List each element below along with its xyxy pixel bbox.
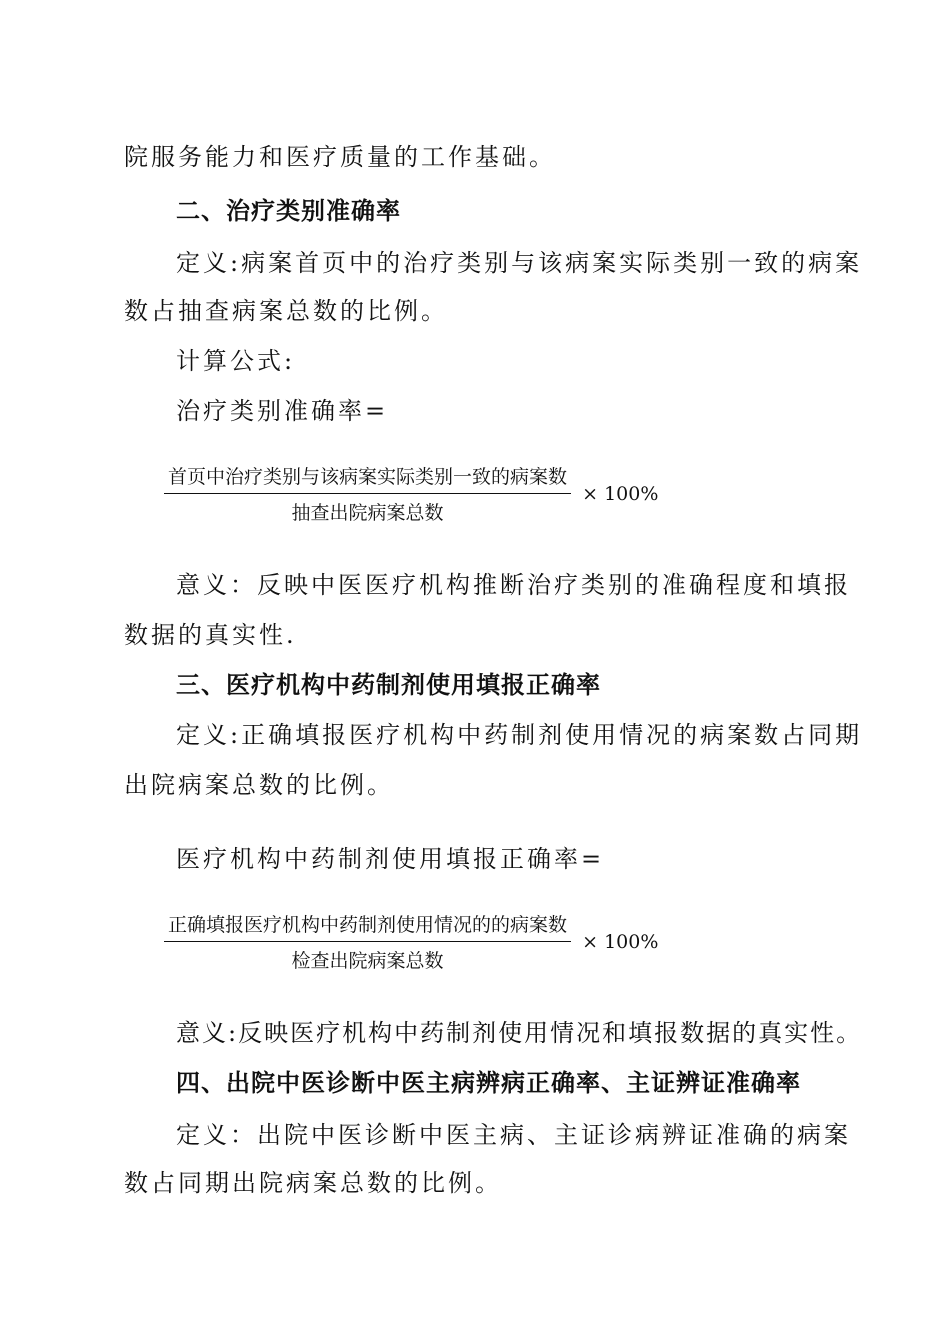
definition-line: 数占抽查病案总数的比例。 bbox=[124, 297, 448, 325]
section-heading-2: 二、治疗类别准确率 bbox=[176, 197, 401, 225]
meaning-line: 意义:反映医疗机构中药制剂使用情况和填报数据的真实性。 bbox=[176, 1019, 863, 1047]
definition-line: 定义:正确填报医疗机构中药制剂使用情况的病案数占同期 bbox=[176, 721, 863, 749]
definition-line: 出院病案总数的比例。 bbox=[124, 771, 394, 799]
meaning-line: 数据的真实性. bbox=[124, 621, 297, 649]
percent-multiplier: × 100% bbox=[582, 482, 659, 505]
formula-treatment-accuracy bbox=[164, 462, 658, 525]
fraction bbox=[164, 910, 571, 973]
section-heading-3: 三、医疗机构中药制剂使用填报正确率 bbox=[176, 671, 601, 699]
definition-line: 定义:病案首页中的治疗类别与该病案实际类别一致的病案 bbox=[176, 249, 863, 277]
definition-line: 定义：出院中医诊断中医主病、主证诊病辨证准确的病案 bbox=[176, 1121, 851, 1149]
meaning-line: 意义：反映中医医疗机构推断治疗类别的准确程度和填报 bbox=[176, 571, 851, 599]
percent-multiplier: × 100% bbox=[582, 930, 659, 953]
section-heading-4: 四、出院中医诊断中医主病辨病正确率、主证辨证准确率 bbox=[176, 1069, 801, 1097]
definition-line: 数占同期出院病案总数的比例。 bbox=[124, 1169, 502, 1197]
formula-label: 治疗类别准确率= bbox=[176, 397, 389, 425]
fraction-numerator: 首页中治疗类别与该病案实际类别一致的病案数 bbox=[164, 462, 571, 494]
fraction-numerator: 正确填报医疗机构中药制剂使用情况的的病案数 bbox=[164, 910, 571, 942]
fraction bbox=[164, 462, 571, 525]
fraction-denominator: 抽查出院病案总数 bbox=[291, 502, 444, 524]
paragraph-line: 院服务能力和医疗质量的工作基础。 bbox=[124, 143, 556, 171]
fraction-denominator: 检查出院病案总数 bbox=[291, 950, 444, 972]
formula-prescription-accuracy bbox=[164, 910, 658, 973]
formula-caption: 计算公式: bbox=[176, 347, 296, 375]
formula-label: 医疗机构中药制剂使用填报正确率= bbox=[176, 845, 605, 873]
